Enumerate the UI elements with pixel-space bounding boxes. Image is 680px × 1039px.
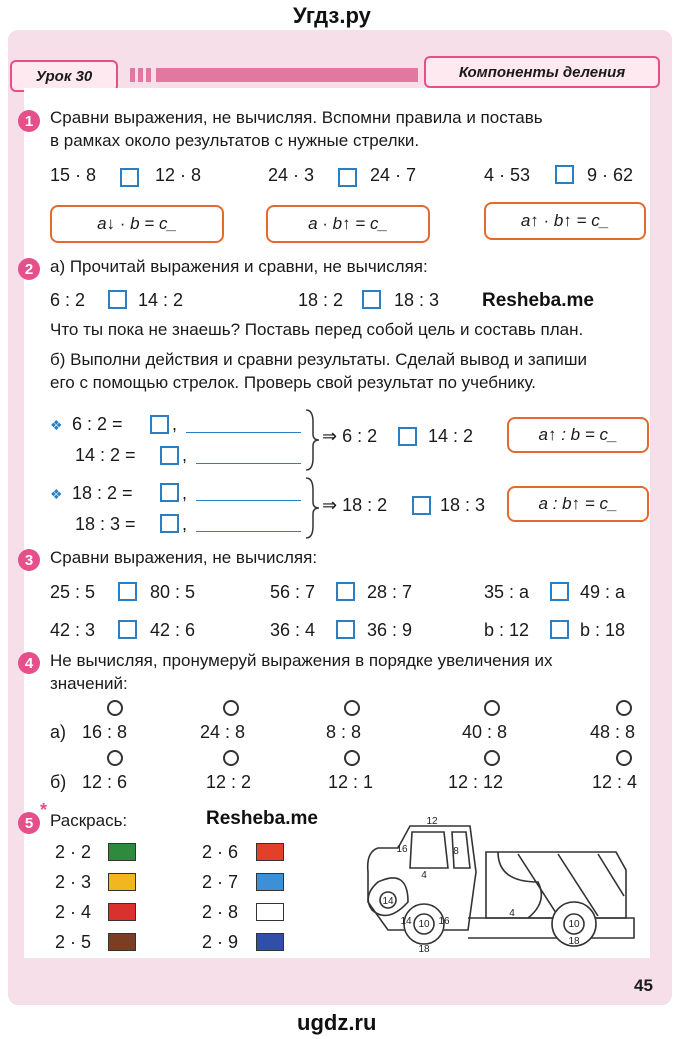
expression: 12 : 12	[448, 772, 504, 792]
expression: 2 · 2	[55, 842, 92, 862]
expression: 6 : 2	[50, 290, 86, 310]
color-swatch	[108, 903, 136, 921]
diamond-icon: ❖	[50, 486, 63, 502]
truck-number: 16	[396, 844, 408, 855]
task-number: 4	[18, 652, 40, 674]
compare-box[interactable]	[555, 165, 574, 184]
brace-icon	[303, 476, 321, 540]
comma: ,	[182, 445, 188, 465]
row-label: а)	[50, 722, 67, 742]
expression: 48 : 8	[590, 722, 636, 742]
expression: 42 : 3	[50, 620, 96, 640]
watermark: Resheba.me	[482, 290, 594, 311]
expression: 2 · 6	[202, 842, 239, 862]
compare-box[interactable]	[550, 620, 569, 639]
task2-a-text: а) Прочитай выражения и сравни, не вычисляя:	[50, 257, 428, 276]
compare-box[interactable]	[336, 620, 355, 639]
compare-box[interactable]	[108, 290, 127, 309]
number-circle[interactable]	[223, 700, 239, 716]
result-expression: 18 : 3	[440, 495, 486, 515]
expression: 2 · 9	[202, 932, 239, 952]
color-swatch	[256, 903, 284, 921]
task3-text: Сравни выражения, не вычисляя:	[50, 548, 318, 567]
task-number: 1	[18, 110, 40, 132]
expression: 8 : 8	[326, 722, 362, 742]
compare-box[interactable]	[362, 290, 381, 309]
truck-number: 12	[426, 816, 438, 827]
expression: 24 · 3	[268, 165, 315, 185]
task-number: 3	[18, 549, 40, 571]
row-label: б)	[50, 772, 67, 792]
expression: 42 : 6	[150, 620, 196, 640]
expression: 14 : 2 =	[75, 445, 136, 465]
truck-number: 18	[418, 944, 430, 955]
comma: ,	[172, 414, 178, 434]
compare-box[interactable]	[336, 582, 355, 601]
answer-line[interactable]	[196, 463, 301, 464]
expression: 18 : 2	[298, 290, 344, 310]
color-swatch	[108, 873, 136, 891]
answer-box[interactable]	[160, 514, 179, 533]
number-circle[interactable]	[344, 700, 360, 716]
rule-frame[interactable]: a↑ : b = c_	[507, 417, 649, 453]
header-stripe	[130, 68, 135, 82]
expression: 2 · 5	[55, 932, 92, 952]
expression: 15 · 8	[50, 165, 97, 185]
compare-box[interactable]	[338, 168, 357, 187]
expression: 2 · 3	[55, 872, 92, 892]
expression: 18 : 3 =	[75, 514, 136, 534]
compare-box[interactable]	[398, 427, 417, 446]
expression: 9 · 62	[587, 165, 634, 185]
comma: ,	[182, 514, 188, 534]
rule-frame[interactable]: a↓ · b = c_	[50, 205, 224, 243]
expression: 4 · 53	[484, 165, 531, 185]
truck-number: 14	[382, 896, 394, 907]
compare-box[interactable]	[412, 496, 431, 515]
color-swatch	[256, 873, 284, 891]
compare-box[interactable]	[118, 620, 137, 639]
expression: 2 · 4	[55, 902, 92, 922]
star-mark: *	[40, 800, 48, 820]
rule-frame[interactable]: a : b↑ = c_	[507, 486, 649, 522]
color-swatch	[108, 843, 136, 861]
answer-box[interactable]	[160, 446, 179, 465]
truck-number: 16	[438, 916, 450, 927]
topic-tag: Компоненты деления	[424, 56, 660, 88]
rule-frame[interactable]: a↑ · b↑ = c_	[484, 202, 646, 240]
expression: 49 : a	[580, 582, 626, 602]
answer-box[interactable]	[150, 415, 169, 434]
header-stripe	[138, 68, 143, 82]
expression: 80 : 5	[150, 582, 196, 602]
task2-b-text: его с помощью стрелок. Проверь свой результат по учебнику.	[50, 373, 537, 392]
task2-b-text: б) Выполни действия и сравни результаты. Сделай вывод и запиши	[50, 350, 588, 369]
expression: 12 : 2	[206, 772, 252, 792]
expression: 36 : 4	[270, 620, 316, 640]
expression: b : 18	[580, 620, 626, 640]
truck-number: 10	[418, 919, 430, 930]
expression: 24 : 8	[200, 722, 246, 742]
lesson-tag: Урок 30	[10, 60, 118, 92]
number-circle[interactable]	[223, 750, 239, 766]
watermark: Resheba.me	[206, 808, 318, 829]
answer-line[interactable]	[196, 531, 301, 532]
compare-box[interactable]	[120, 168, 139, 187]
expression: 12 : 1	[328, 772, 374, 792]
task-number: 5	[18, 812, 40, 834]
truck-number: 10	[568, 919, 580, 930]
color-swatch	[256, 933, 284, 951]
page-number: 45	[634, 976, 653, 995]
expression: 6 : 2 =	[72, 414, 123, 434]
task4-text: значений:	[50, 674, 128, 693]
expression: 24 · 7	[370, 165, 417, 185]
header-stripe	[146, 68, 151, 82]
number-circle[interactable]	[484, 700, 500, 716]
number-circle[interactable]	[484, 750, 500, 766]
expression: 12 · 8	[155, 165, 202, 185]
expression: 18 : 3	[394, 290, 440, 310]
comma: ,	[182, 483, 188, 503]
color-swatch	[108, 933, 136, 951]
number-circle[interactable]	[107, 750, 123, 766]
number-circle[interactable]	[616, 700, 632, 716]
site-header[interactable]: Угдз.ру	[293, 3, 371, 28]
expression: 28 : 7	[367, 582, 413, 602]
compare-box[interactable]	[550, 582, 569, 601]
expression: 18 : 2 =	[72, 483, 133, 503]
expression: 40 : 8	[462, 722, 508, 742]
task4-text: Не вычисляя, пронумеруй выражения в порядке увеличения их	[50, 651, 553, 670]
result-expression: 14 : 2	[428, 426, 474, 446]
expression: b : 12	[484, 620, 530, 640]
truck-number: 8	[453, 846, 459, 857]
answer-line[interactable]	[186, 432, 301, 433]
answer-line[interactable]	[196, 500, 301, 501]
task5-text: Раскрась:	[50, 811, 128, 830]
brace-icon	[303, 408, 321, 472]
truck-number: 4	[421, 870, 427, 881]
expression: 16 : 8	[82, 722, 128, 742]
truck-icon	[348, 812, 640, 964]
task-number: 2	[18, 258, 40, 280]
compare-box[interactable]	[118, 582, 137, 601]
expression: 12 : 4	[592, 772, 638, 792]
truck-number: 4	[509, 908, 515, 919]
truck-number: 18	[568, 936, 580, 947]
rule-frame[interactable]: a · b↑ = c_	[266, 205, 430, 243]
number-circle[interactable]	[344, 750, 360, 766]
diamond-icon: ❖	[50, 417, 63, 433]
expression: 35 : a	[484, 582, 530, 602]
expression: 25 : 5	[50, 582, 96, 602]
task1-text: в рамках около результатов с нужные стрелки.	[50, 131, 420, 150]
truck-number: 14	[400, 916, 412, 927]
number-circle[interactable]	[107, 700, 123, 716]
number-circle[interactable]	[616, 750, 632, 766]
answer-box[interactable]	[160, 483, 179, 502]
site-footer[interactable]: ugdz.ru	[297, 1010, 377, 1035]
expression: 2 · 7	[202, 872, 239, 892]
expression: 12 : 6	[82, 772, 128, 792]
task1-text: Сравни выражения, не вычисляя. Вспомни правила и поставь	[50, 108, 543, 127]
expression: 36 : 9	[367, 620, 413, 640]
header-band	[156, 68, 418, 82]
expression: 56 : 7	[270, 582, 316, 602]
color-swatch	[256, 843, 284, 861]
result-expression: ⇒ 6 : 2	[322, 426, 378, 446]
expression: 14 : 2	[138, 290, 184, 310]
task2-question: Что ты пока не знаешь? Поставь перед собой цель и составь план.	[50, 320, 584, 339]
expression: 2 · 8	[202, 902, 239, 922]
result-expression: ⇒ 18 : 2	[322, 495, 388, 515]
